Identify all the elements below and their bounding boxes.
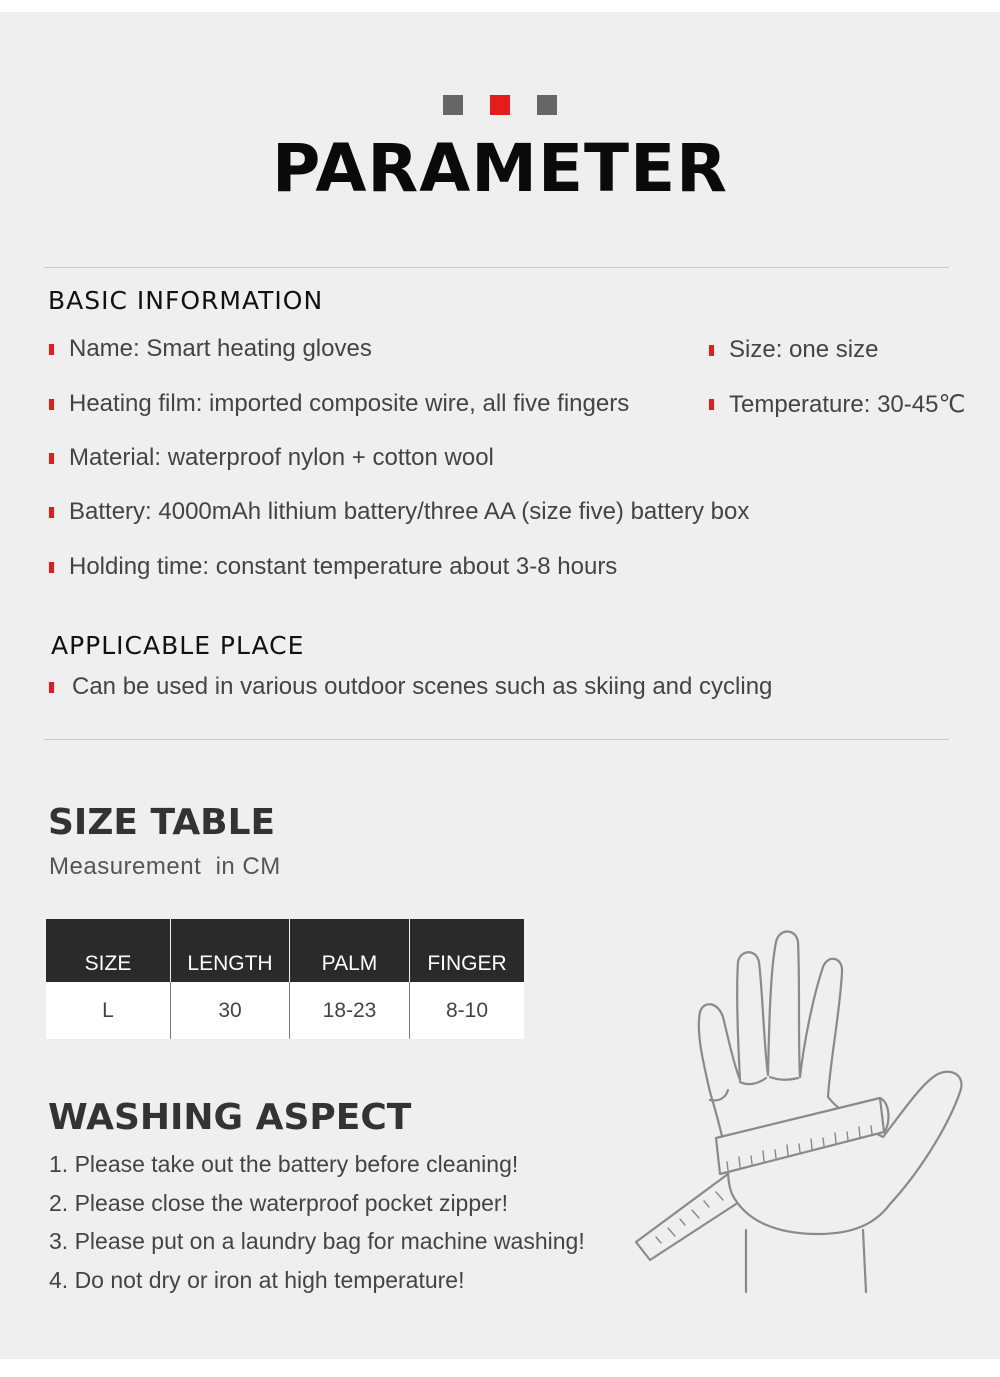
size-table-heading: SIZE TABLE (48, 802, 276, 843)
list-item: 2. Please close the waterproof pocket zipper! (49, 1189, 508, 1216)
bullet-icon (709, 399, 714, 410)
applicable-item (49, 673, 772, 701)
info-item-heating-film (49, 390, 629, 418)
info-item-text: Material: waterproof nylon + cotton wool (69, 444, 494, 471)
list-item: 1. Please take out the battery before cleaning! (49, 1151, 519, 1177)
cell-length: 30 (171, 982, 290, 1039)
washing-aspect-heading: WASHING ASPECT (48, 1097, 412, 1138)
info-item-text: Name: Smart heating gloves (69, 335, 372, 362)
bullet-icon (709, 345, 714, 356)
info-item-material (49, 444, 494, 472)
info-item-holding-time (49, 553, 617, 581)
info-item-name (49, 335, 372, 363)
basic-info-heading: BASIC INFORMATION (48, 286, 324, 315)
gray-square-right (537, 95, 557, 115)
info-item-battery (49, 498, 749, 526)
bullet-icon (49, 399, 54, 410)
info-item-temperature (709, 390, 965, 419)
applicable-place-heading: APPLICABLE PLACE (51, 631, 305, 660)
gray-square-left (443, 95, 463, 115)
measurement-unit-note: Measurement in CM (49, 853, 281, 880)
red-square-center (490, 95, 510, 115)
parameter-page (0, 12, 1000, 1359)
size-table (46, 919, 524, 1039)
column-header-finger: FINGER (410, 919, 525, 982)
applicable-item-text: Can be used in various outdoor scenes such as skiing and cycling (72, 673, 773, 700)
column-header-palm: PALM (290, 919, 410, 982)
page-title: PARAMETER (272, 130, 728, 207)
middle-divider (44, 739, 949, 740)
info-item-text: Heating film: imported composite wire, all five fingers (69, 390, 630, 417)
bullet-icon (49, 344, 54, 355)
cell-palm: 18-23 (290, 982, 410, 1039)
bullet-icon (49, 507, 54, 518)
table-row (46, 982, 524, 1039)
bullet-icon (49, 562, 54, 573)
column-header-length: LENGTH (171, 919, 290, 982)
decorative-squares (443, 95, 557, 115)
hand-measuring-tape-icon (628, 912, 973, 1297)
info-item-text: Battery: 4000mAh lithium battery/three AA (size five) battery box (69, 498, 750, 525)
info-item-text: Size: one size (729, 336, 879, 363)
cell-size: L (46, 982, 171, 1039)
list-item: 4. Do not dry or iron at high temperature! (49, 1266, 465, 1293)
top-divider (44, 267, 949, 268)
info-item-size (709, 336, 878, 364)
bullet-icon (49, 453, 54, 464)
info-item-text: Holding time: constant temperature about 3-8 hours (69, 553, 618, 580)
info-item-text: Temperature: 30-45℃ (729, 391, 966, 418)
cell-finger: 8-10 (410, 982, 525, 1039)
list-item: 3. Please put on a laundry bag for machine washing! (49, 1228, 585, 1254)
bullet-icon (49, 682, 54, 693)
size-table-header-row (46, 919, 524, 982)
washing-instructions-list (49, 1149, 585, 1303)
column-header-size: SIZE (46, 919, 171, 982)
